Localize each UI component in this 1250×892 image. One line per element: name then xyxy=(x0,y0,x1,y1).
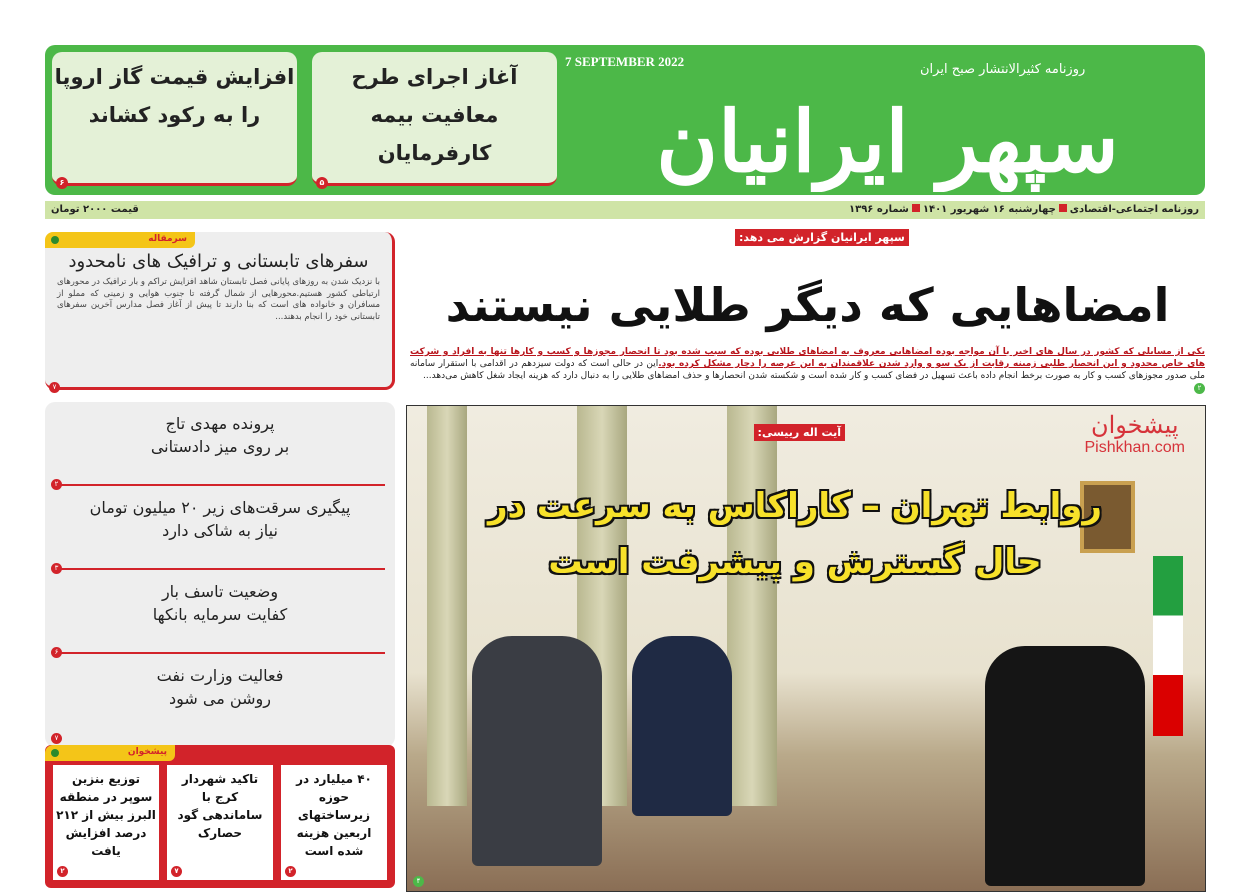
paper-type: روزنامه اجتماعی-اقتصادی xyxy=(1069,204,1199,215)
page-badge: ۲ xyxy=(57,866,68,877)
top-story-box[interactable] xyxy=(312,52,557,186)
page-badge: ۲ xyxy=(285,866,296,877)
info-strip xyxy=(45,201,1205,219)
pishkhan-box xyxy=(45,745,395,888)
list-item[interactable] xyxy=(54,654,385,742)
label-text: پیشخوان xyxy=(127,747,167,757)
curtain xyxy=(427,406,467,806)
issue-date: چهارشنبه ۱۶ شهریور ۱۴۰۱ xyxy=(922,204,1056,215)
price: قیمت ۲۰۰۰ تومان xyxy=(51,204,139,215)
person xyxy=(985,646,1145,886)
curtain xyxy=(727,406,777,806)
list-line: روشن می شود xyxy=(169,689,271,708)
dot-icon xyxy=(51,749,59,757)
page-badge: ۶ xyxy=(51,647,62,658)
page-badge: ۵ xyxy=(316,177,328,189)
main-photo[interactable] xyxy=(406,405,1206,892)
watermark xyxy=(1085,410,1186,456)
editorial-title: سفرهای تابستانی و ترافیک های نامحدود xyxy=(68,251,369,272)
separator xyxy=(912,204,920,212)
page-badge: ۴ xyxy=(413,876,424,887)
page-badge: ۳ xyxy=(51,563,62,574)
editorial-body: با نزدیک شدن به روزهای پایانی فصل تابستان شاهد افزایش تراکم و بار ترافیک در محورهای ارتباطی کشور هستیم.محورهایی از شمال گرفته تا جنوب هوایی و زمینی که مملو از مسافران و خانواده های است که بنا دارند تا پیش از آغاز فصل مدارس آخرین سفرهای تابستانی خود را انجام بدهند... xyxy=(57,277,380,322)
main-headline[interactable]: امضاهایی که دیگر طلایی نیستند xyxy=(445,278,1170,332)
list-line: فعالیت وزارت نفت xyxy=(156,666,284,685)
list-line: وضعیت تاسف بار xyxy=(161,582,279,601)
person xyxy=(632,636,732,816)
photo-quote: روابط تهران – کاراکاس به سرعت در حال گسترش و پیشرفت است xyxy=(487,486,1103,582)
list-line: پیگیری سرقت‌های زیر ۲۰ میلیون تومان xyxy=(89,498,351,517)
top-story-box[interactable] xyxy=(52,52,297,186)
pishkhan-item[interactable] xyxy=(167,765,273,880)
pishkhan-label xyxy=(45,745,175,761)
page-badge: ۲ xyxy=(1194,383,1205,394)
list-item[interactable] xyxy=(55,486,385,570)
list-item[interactable] xyxy=(55,570,385,654)
pishkhan-item[interactable] xyxy=(281,765,387,880)
page-badge: ۷ xyxy=(49,382,60,393)
editorial-box[interactable] xyxy=(45,232,395,390)
top-story-text: افزایش قیمت گاز اروپا را به رکود کشاند xyxy=(54,65,295,127)
watermark-en: Pishkhan.com xyxy=(1084,439,1185,456)
date-english: 7 SEPTEMBER 2022 xyxy=(565,54,685,69)
separator xyxy=(1059,204,1067,212)
dot-icon xyxy=(51,236,59,244)
list-line: کفایت سرمایه بانکها xyxy=(152,605,288,624)
page-badge: ۶ xyxy=(56,177,68,189)
list-line: نیاز به شاکی دارد xyxy=(162,521,278,540)
pishkhan-item[interactable] xyxy=(53,765,159,880)
newspaper-logo: سپهر ایرانیان xyxy=(656,92,1119,191)
headline-kicker: سپهر ایرانیان گزارش می دهد: xyxy=(735,229,909,246)
pishkhan-text: توزیع بنزین سوپر در منطقه البرز بیش از ۲۱۲ درصد افزایش یافت xyxy=(56,772,156,858)
top-story-text: آغاز اجرای طرح معافیت بیمه کارفرمایان xyxy=(351,65,518,165)
issue-number: شماره ۱۳۹۶ xyxy=(849,204,909,215)
lead-highlight: یکی از مسایلی که کشور در سال های اخیر با آن مواجه بوده امضاهایی معروف به امضاهای طلایی بوده که سبب شده بود تا انحصار مجوزها و کسب و کارها تنها به افراد و شرکت های خاص محدود و این انحصار طلبی زمینه رقابت از یک سو و وارد شدن علاقمندان به این عرصه را دچار مشکل کرده بود. xyxy=(410,347,1205,369)
list-line: پرونده مهدی تاج xyxy=(165,414,275,433)
lead-body: این در حالی است که دولت سیزدهم در اقدامی با استقرار سامانه ملی صدور مجوزهای کسب و کار به صورت برخط انجام داده باعث تسهیل در فضای کسب و کار شده است و شکسته شدن انحصارها و حذف امضاهای طلایی را به دنبال دارد که هزینه ایجاد شغل کاهش می‌دهد... xyxy=(410,359,1205,381)
quote-tag: آیت اله رییسی: xyxy=(754,424,845,441)
list-line: بر روی میز دادستانی xyxy=(150,437,290,456)
news-list xyxy=(45,402,395,747)
pishkhan-text: تاکید شهردار کرج با ساماندهی گود حصارک xyxy=(177,772,263,840)
watermark-fa: پیشخوان xyxy=(1090,411,1179,439)
pishkhan-text: ۴۰ میلیارد در حوزه زیرساختهای اربعین هزینه شده است xyxy=(296,772,372,858)
page-badge: ۷ xyxy=(171,866,182,877)
lead-paragraph xyxy=(410,346,1205,394)
tagline: روزنامه کثیرالانتشار صبح ایران xyxy=(920,62,1086,77)
page-badge: ۲ xyxy=(51,479,62,490)
page-badge: ۷ xyxy=(51,733,62,744)
list-item[interactable] xyxy=(55,402,385,486)
person xyxy=(472,636,602,866)
flag xyxy=(1153,556,1183,736)
editorial-label xyxy=(45,232,195,248)
label-text: سرمقاله xyxy=(148,234,187,244)
